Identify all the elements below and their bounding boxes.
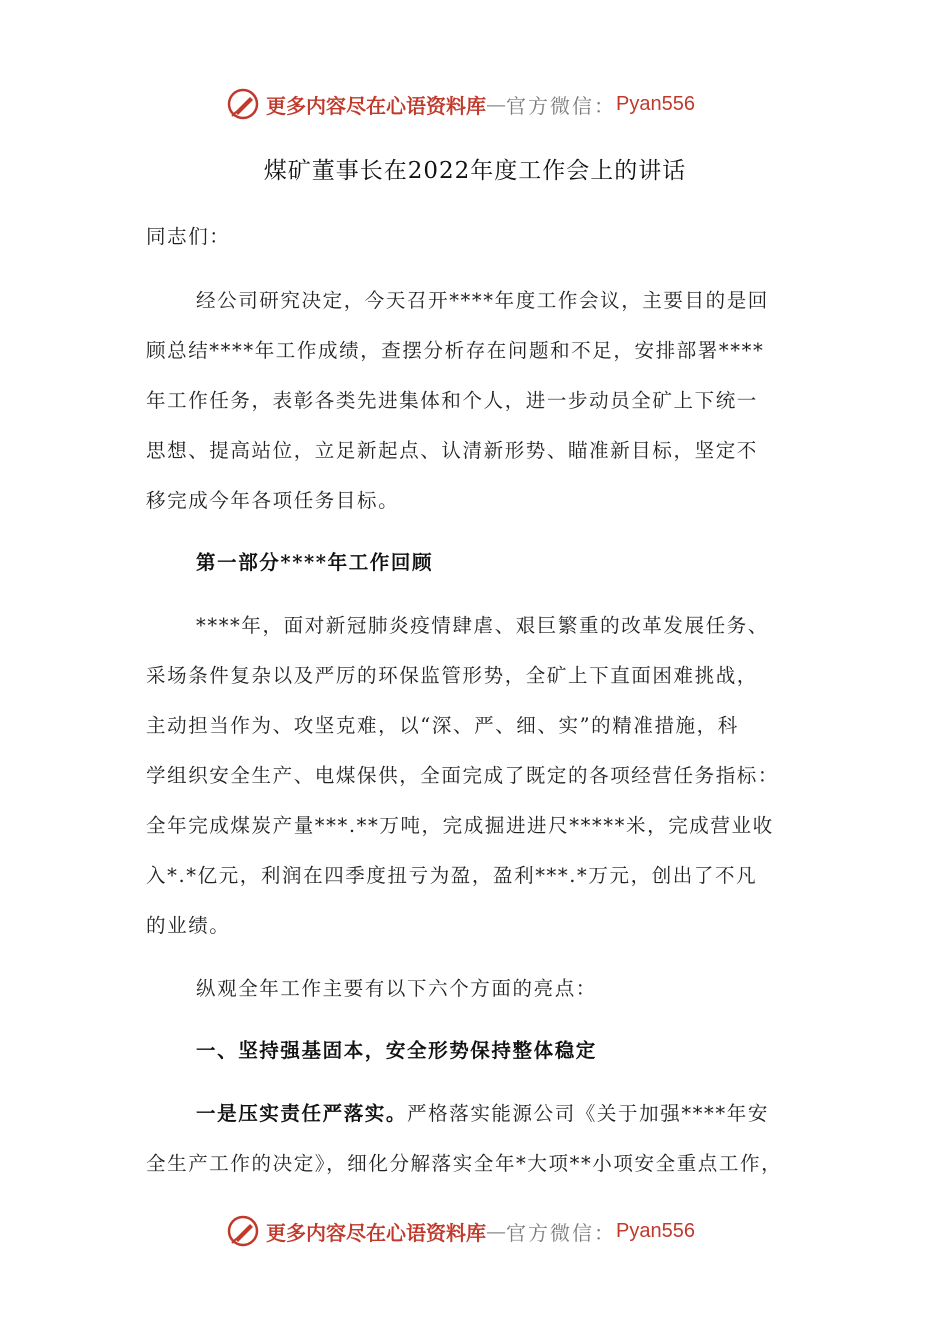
paragraph-line [196,1098,769,1126]
paragraph-line: 入*.*亿元，利润在四季度扭亏为盈，盈利***.*万元，创出了不凡 [146,864,758,887]
paragraph-line: 经公司研究决定，今天召开****年度工作会议，主要目的是回 [196,289,769,312]
paragraph-line: 思想、提高站位，立足新起点、认清新形势、瞄准新目标，坚定不 [146,439,758,462]
watermark-dash: — [486,1219,506,1243]
pen-logo-icon [226,87,260,121]
lead-in-bold: 一是压实责任严落实。 [196,1102,408,1125]
watermark-wechat-label: 官方微信： [506,93,616,118]
subsection-heading: 一、坚持强基固本，安全形势保持整体稳定 [196,1039,597,1062]
section-heading: 第一部分****年工作回顾 [196,551,434,574]
paragraph-line: 的业绩。 [146,914,231,937]
watermark-dash: — [486,92,506,116]
paragraph-line: 纵观全年工作主要有以下六个方面的亮点： [196,977,597,1000]
pen-logo-icon [226,1214,260,1248]
paragraph-line: 主动担当作为、攻坚克难，以“深、严、细、实”的精准措施，科 [146,714,739,737]
paragraph-line: 学组织安全生产、电煤保供，全面完成了既定的各项经营任务指标： [146,764,780,787]
watermark-wechat-id: Pyan556 [616,1219,695,1242]
paragraph-line: 移完成今年各项任务目标。 [146,489,400,512]
watermark-banner-top [226,84,695,124]
paragraph-line: 采场条件复杂以及严厉的环保监管形势，全矿上下直面困难挑战， [146,664,758,687]
paragraph-line: 顾总结****年工作成绩，查摆分析存在问题和不足，安排部署**** [146,339,765,362]
watermark-wechat-label: 官方微信： [506,1220,616,1245]
paragraph-text: 严格落实能源公司《关于加强****年安 [407,1102,769,1125]
paragraph-line: 全生产工作的决定》，细化分解落实全年*大项**小项安全重点工作， [146,1152,783,1175]
watermark-brand: 更多内容尽在心语资料库 [266,93,486,118]
paragraph-line: ****年，面对新冠肺炎疫情肆虐、艰巨繁重的改革发展任务、 [196,614,769,637]
watermark-wechat-id: Pyan556 [616,92,695,115]
watermark-brand: 更多内容尽在心语资料库 [266,1220,486,1245]
document-title: 煤矿董事长在2022年度工作会上的讲话 [263,158,687,184]
watermark-banner-bottom [226,1211,695,1251]
salutation: 同志们： [146,225,231,248]
paragraph-line: 全年完成煤炭产量***.**万吨，完成掘进进尺*****米，完成营业收 [146,814,774,837]
paragraph-line: 年工作任务，表彰各类先进集体和个人，进一步动员全矿上下统一 [146,389,758,412]
